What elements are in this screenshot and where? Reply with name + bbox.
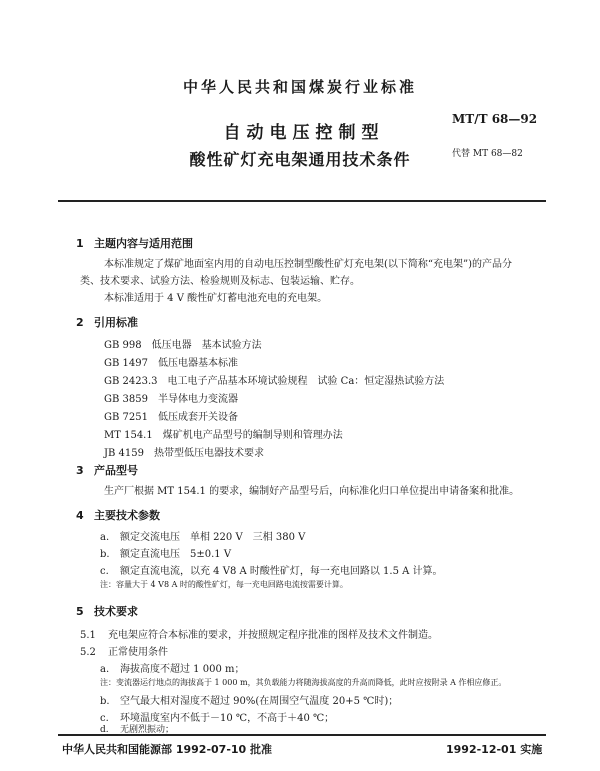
note: 注：容量大于 4 V8 A 时的酸性矿灯，每一充电回路电流按需要计算。: [100, 580, 348, 589]
section-number: 1: [76, 237, 84, 250]
reference-item: GB 998 低压电器 基本试验方法: [104, 340, 262, 351]
list-text: 环境温度室内不低于－10 ℃，不高于＋40 ℃；: [120, 713, 335, 724]
replaces-standard: 代替 MT 68—82: [452, 149, 523, 159]
clause-5-2: [80, 643, 168, 658]
list-text: 无剧烈振动；: [120, 725, 175, 735]
note: 注：变流器运行地点的海拔高于 1 000 m，其负载能力将随海拔高度的升高而降低，此时应按附录 A 作相应修正。: [100, 678, 507, 687]
section-number: 3: [76, 464, 84, 477]
clause-text: 充电架应符合本标准的要求，并按照规定程序批准的图样及技术文件制造。: [108, 630, 438, 641]
standard-number: MT/T 68—92: [452, 112, 538, 126]
paragraph-line: 生产厂根据 MT 154.1 的要求，编制好产品型号后，向标准化归口单位提出申请备案和批准。: [104, 486, 520, 497]
list-label: c.: [100, 713, 109, 724]
section-5-heading: [76, 603, 138, 619]
list-label: b.: [100, 696, 110, 707]
list-label: c.: [100, 566, 109, 577]
list-text: 额定直流电压 5±0.1 V: [120, 549, 232, 560]
list-item: [100, 562, 443, 577]
reference-item: GB 7251 低压成套开关设备: [104, 412, 238, 423]
footer-divider: [58, 734, 546, 736]
list-text: 空气最大相对湿度不超过 90%(在周围空气温度 20+5 ℃时)；: [120, 696, 399, 707]
list-text: 海拔高度不超过 1 000 m；: [120, 664, 245, 675]
reference-item: GB 1497 低压电器基本标准: [104, 358, 238, 369]
section-number: 4: [76, 509, 84, 522]
list-item: [100, 545, 231, 560]
reference-item: MT 154.1 煤矿机电产品型号的编制导则和管理办法: [104, 430, 343, 441]
document-title-line2: 酸性矿灯充电架通用技术条件: [189, 150, 411, 169]
list-text: 额定直流电流，以充 4 V8 A 时酸性矿灯，每一充电回路以 1.5 A 计算。: [120, 566, 443, 577]
paragraph-line: 本标准适用于 4 V 酸性矿灯蓄电池充电的充电架。: [104, 293, 328, 304]
list-item: [100, 528, 305, 543]
section-2-heading: [76, 314, 138, 330]
section-number: 2: [76, 316, 84, 329]
section-title: 主要技术参数: [94, 509, 160, 522]
paragraph-line: 类、技术要求、试验方法、检验规则及标志、包装运输、贮存。: [80, 276, 360, 287]
section-title: 产品型号: [94, 464, 138, 477]
list-label: d.: [100, 725, 109, 735]
clause-number: 5.2: [80, 647, 96, 658]
clause-number: 5.1: [80, 630, 96, 641]
list-item: [100, 692, 398, 707]
section-title: 技术要求: [94, 605, 138, 618]
section-title: 主题内容与适用范围: [94, 237, 193, 250]
implementation-date: 1992-12-01 实施: [446, 743, 543, 756]
list-item: [100, 660, 244, 675]
reference-item: JB 4159 热带型低压电器技术要求: [104, 448, 264, 459]
section-number: 5: [76, 605, 84, 618]
issuer-title: 中华人民共和国煤炭行业标准: [182, 78, 417, 96]
section-4-heading: [76, 507, 160, 523]
approval-line: 中华人民共和国能源部 1992-07-10 批准: [62, 743, 273, 756]
list-label: b.: [100, 549, 110, 560]
section-3-heading: [76, 462, 138, 478]
list-text: 额定交流电压 单相 220 V 三相 380 V: [120, 532, 306, 543]
header-divider: [58, 200, 546, 202]
clause-5-1: [80, 626, 438, 641]
reference-item: GB 2423.3 电工电子产品基本环境试验规程 试验 Ca：恒定湿热试验方法: [104, 376, 445, 387]
list-label: a.: [100, 532, 110, 543]
clause-text: 正常使用条件: [108, 647, 168, 658]
list-label: a.: [100, 664, 110, 675]
section-title: 引用标准: [94, 316, 138, 329]
paragraph-line: 本标准规定了煤矿地面室内用的自动电压控制型酸性矿灯充电架(以下简称“充电架”)的产品分: [104, 259, 513, 270]
reference-item: GB 3859 半导体电力变流器: [104, 394, 238, 405]
document-title-line1: 自动电压控制型: [223, 123, 385, 143]
section-1-heading: [76, 235, 193, 251]
